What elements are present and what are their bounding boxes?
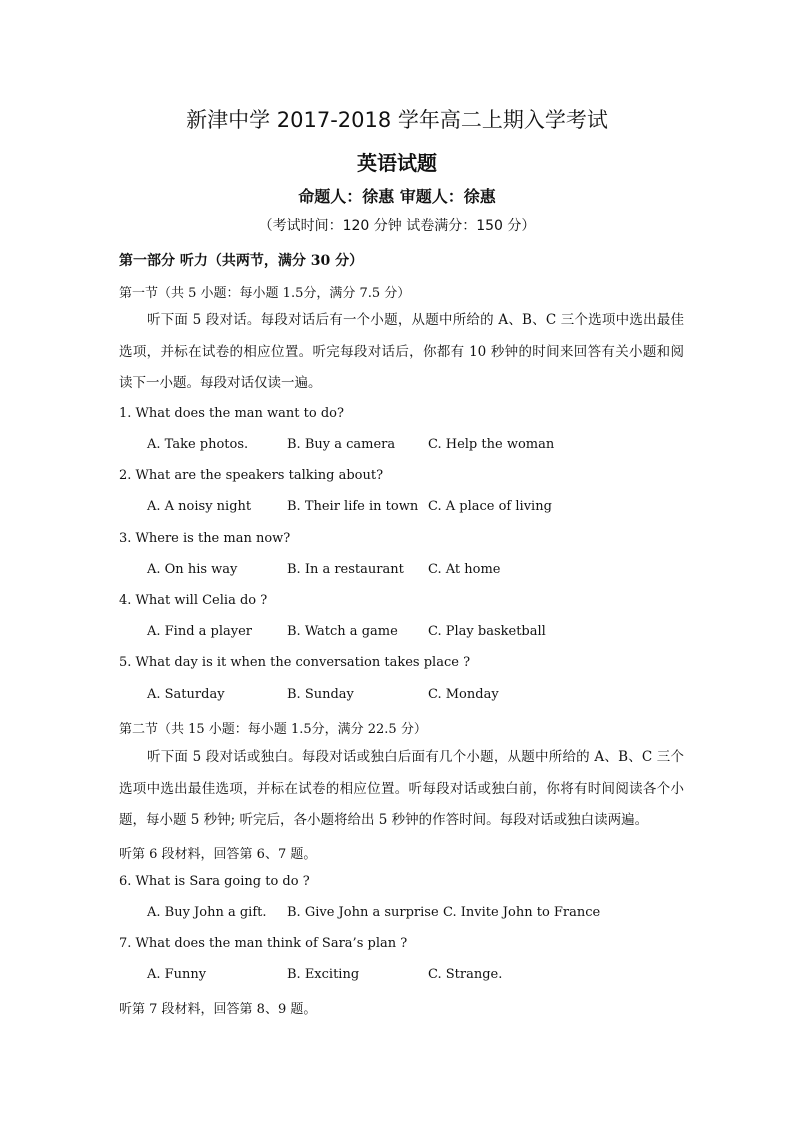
q5-option-c: C. Monday <box>428 687 499 702</box>
q2-option-a: A. A noisy night <box>147 499 252 514</box>
q6-option-b: B. Give John a surprise <box>287 905 439 920</box>
part1-title: 第一部分 听力（共两节，满分 30 分） <box>119 253 364 269</box>
q7-option-c: C. Strange. <box>428 967 503 982</box>
material-7-instruction: 听第 7 段材料，回答第 8、9 题。 <box>119 1002 317 1017</box>
q1-option-b: B. Buy a camera <box>287 437 396 452</box>
q5-option-a: A. Saturday <box>147 687 225 702</box>
question-1: 1. What does the man want to do? <box>119 406 344 421</box>
q5-option-b: B. Sunday <box>287 687 354 702</box>
q3-option-a: A. On his way <box>147 562 238 577</box>
question-2: 2. What are the speakers talking about? <box>119 468 384 483</box>
question-5: 5. What day is it when the conversation takes place ? <box>119 655 471 670</box>
q3-option-b: B. In a restaurant <box>287 562 404 577</box>
q4-option-c: C. Play basketball <box>428 624 546 639</box>
section1-instructions: 听下面 5 段对话。每段对话后有一个小题，从题中所给的 A、B、C 三个选项中选出最佳选项，并标在试卷的相应位置。听完每段对话后，你都有 10 秒钟的时间来回答有关小题和阅读下一小题。每段对话仅读一遍。 <box>119 312 684 391</box>
q6-option-a: A. Buy John a gift. <box>147 905 267 920</box>
exam-subtitle: 英语试题 <box>357 151 437 175</box>
q6-option-c: C. Invite John to France <box>443 905 601 920</box>
q2-option-c: C. A place of living <box>428 499 552 514</box>
q3-option-c: C. At home <box>428 562 501 577</box>
q7-option-a: A. Funny <box>147 967 207 982</box>
question-6: 6. What is Sara going to do ? <box>119 874 310 889</box>
exam-info: （考试时间：120 分钟 试卷满分：150 分） <box>258 218 536 234</box>
q7-option-b: B. Exciting <box>287 967 360 982</box>
exam-title: 新津中学 2017-2018 学年高二上期入学考试 <box>186 108 608 132</box>
question-7: 7. What does the man think of Sara’s plan ? <box>119 936 408 951</box>
q1-option-c: C. Help the woman <box>428 437 555 452</box>
section2-instructions: 听下面 5 段对话或独白。每段对话或独白后面有几个小题，从题中所给的 A、B、C 三个选项中选出最佳选项，并标在试卷的相应位置。听每段对话或独白前，你将有时间阅读各个小题，每小题 5 秒钟; 听完后，各小题将给出 5 秒钟的作答时间。每段对话或独白读两遍。 <box>119 749 684 828</box>
question-4: 4. What will Celia do ? <box>119 593 268 608</box>
question-3: 3. Where is the man now? <box>119 531 291 546</box>
q4-option-b: B. Watch a game <box>287 624 398 639</box>
q4-option-a: A. Find a player <box>147 624 253 639</box>
section1-title: 第一节（共 5 小题：每小题 1.5分，满分 7.5 分） <box>119 286 411 301</box>
material-6-instruction: 听第 6 段材料，回答第 6、7 题。 <box>119 847 317 862</box>
exam-authors: 命题人：徐惠 审题人：徐惠 <box>298 187 496 206</box>
section2-title: 第二节（共 15 小题：每小题 1.5分，满分 22.5 分） <box>119 722 427 737</box>
q2-option-b: B. Their life in town <box>287 499 419 514</box>
q1-option-a: A. Take photos. <box>147 437 249 452</box>
